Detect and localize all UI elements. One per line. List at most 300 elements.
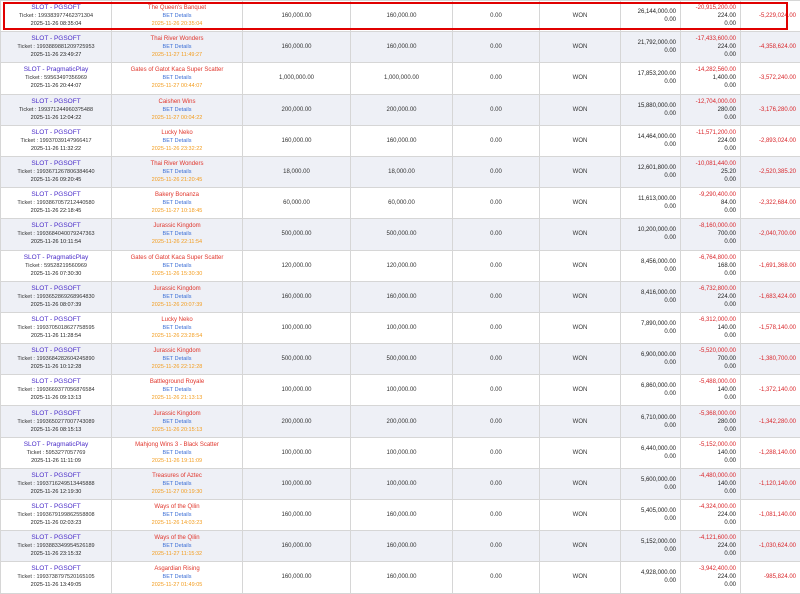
ticket-id: Ticket : 1993684040079247363 bbox=[1, 230, 111, 238]
status: WON bbox=[540, 531, 621, 562]
ticket-id: Ticket : 1993839774623?1304 bbox=[1, 12, 111, 20]
bet-details-link[interactable]: BET Details bbox=[112, 511, 242, 519]
table-row bbox=[1, 468, 800, 499]
ticket-id: Ticket : 1993883349954526189 bbox=[1, 542, 111, 550]
net-cell bbox=[741, 219, 800, 250]
status: WON bbox=[540, 375, 621, 406]
winloss-secondary: 0.00 bbox=[681, 581, 736, 589]
bet-datetime: 2025-11-26 08:15:13 bbox=[1, 426, 111, 434]
status: WON bbox=[540, 219, 621, 250]
game-name: Lucky Neko bbox=[112, 129, 242, 137]
game-name: Jurassic Kingdom bbox=[112, 347, 242, 355]
turnover: 100,000.00 bbox=[351, 468, 453, 499]
win-secondary: 0.00 bbox=[621, 234, 676, 242]
win-cell bbox=[621, 1, 681, 32]
net-cell bbox=[741, 156, 800, 187]
provider-link[interactable]: SLOT - PGSOFT bbox=[1, 285, 111, 293]
win-secondary: 0.00 bbox=[621, 47, 676, 55]
table-row bbox=[1, 344, 800, 375]
bet-datetime: 2025-11-26 09:20:45 bbox=[1, 176, 111, 184]
ticket-id: Ticket : 1993867057212440580 bbox=[1, 199, 111, 207]
bet-datetime: 2025-11-26 10:11:54 bbox=[1, 238, 111, 246]
game-datetime: 2025-11-26 21:13:13 bbox=[112, 394, 242, 402]
turnover: 500,000.00 bbox=[351, 219, 453, 250]
ticket-id: Ticket : 1993669377056876584 bbox=[1, 386, 111, 394]
amount: 0.00 bbox=[453, 500, 540, 531]
game-cell bbox=[112, 281, 243, 312]
winloss-amount: -5,488,000.00 bbox=[681, 378, 736, 386]
win-secondary: 0.00 bbox=[621, 328, 676, 336]
win-amount: 4,928,000.00 bbox=[621, 569, 676, 577]
bet-amount: 100,000.00 bbox=[243, 468, 351, 499]
net-amount: -2,520,385.20 bbox=[741, 168, 796, 176]
bet-details-link[interactable]: BET Details bbox=[112, 480, 242, 488]
amount: 0.00 bbox=[453, 32, 540, 63]
game-datetime: 2025-11-27 11:49:27 bbox=[112, 51, 242, 59]
table-row bbox=[1, 125, 800, 156]
game-datetime: 2025-11-26 15:30:30 bbox=[112, 270, 242, 278]
bet-datetime: 2025-11-26 11:28:54 bbox=[1, 332, 111, 340]
status: WON bbox=[540, 562, 621, 593]
win-secondary: 0.00 bbox=[621, 110, 676, 118]
commission: 224.00 bbox=[681, 511, 736, 519]
commission: 700.00 bbox=[681, 230, 736, 238]
winloss-cell bbox=[681, 250, 741, 281]
game-datetime: 2025-11-27 10:18:45 bbox=[112, 207, 242, 215]
winloss-secondary: 0.00 bbox=[681, 238, 736, 246]
game-cell bbox=[112, 437, 243, 468]
net-cell bbox=[741, 312, 800, 343]
game-cell bbox=[112, 468, 243, 499]
winloss-amount: -5,152,000.00 bbox=[681, 441, 736, 449]
provider-link[interactable]: SLOT - PGSOFT bbox=[1, 378, 111, 386]
winloss-cell bbox=[681, 500, 741, 531]
table-row bbox=[1, 32, 800, 63]
provider-link[interactable]: SLOT - PGSOFT bbox=[1, 410, 111, 418]
winloss-cell bbox=[681, 219, 741, 250]
commission: 140.00 bbox=[681, 480, 736, 488]
table-row bbox=[1, 219, 800, 250]
net-cell bbox=[741, 500, 800, 531]
bet-datetime: 2025-11-26 13:49:05 bbox=[1, 581, 111, 589]
amount: 0.00 bbox=[453, 344, 540, 375]
provider-link[interactable]: SLOT - PGSOFT bbox=[1, 35, 111, 43]
game-name: Thai River Wonders bbox=[112, 35, 242, 43]
table-row bbox=[1, 531, 800, 562]
bet-amount: 500,000.00 bbox=[243, 219, 351, 250]
win-amount: 6,860,000.00 bbox=[621, 382, 676, 390]
winloss-cell bbox=[681, 156, 741, 187]
provider-cell bbox=[1, 250, 112, 281]
bet-details-link[interactable]: BET Details bbox=[112, 43, 242, 51]
winloss-amount: -17,433,600.00 bbox=[681, 35, 736, 43]
commission: 25.20 bbox=[681, 168, 736, 176]
turnover: 100,000.00 bbox=[351, 312, 453, 343]
amount: 0.00 bbox=[453, 219, 540, 250]
provider-link[interactable]: SLOT - PGSOFT bbox=[1, 222, 111, 230]
bet-datetime: 2025-11-26 11:11:09 bbox=[1, 457, 111, 465]
game-datetime: 2025-11-27 00:19:30 bbox=[112, 488, 242, 496]
game-name: Jurassic Kingdom bbox=[112, 410, 242, 418]
net-amount: -1,683,424.00 bbox=[741, 293, 796, 301]
game-cell bbox=[112, 1, 243, 32]
provider-cell bbox=[1, 468, 112, 499]
ticket-id: Ticket : 59532?7057769 bbox=[1, 449, 111, 457]
winloss-secondary: 0.00 bbox=[681, 114, 736, 122]
bet-details-link[interactable]: BET Details bbox=[112, 74, 242, 82]
winloss-amount: -10,081,440.00 bbox=[681, 160, 736, 168]
net-amount: -1,081,140.00 bbox=[741, 511, 796, 519]
bet-details-link[interactable]: BET Details bbox=[112, 449, 242, 457]
ticket-id: Ticket : 1993671267806384640 bbox=[1, 168, 111, 176]
win-secondary: 0.00 bbox=[621, 141, 676, 149]
winloss-cell bbox=[681, 562, 741, 593]
turnover: 160,000.00 bbox=[351, 1, 453, 32]
status: WON bbox=[540, 344, 621, 375]
winloss-cell bbox=[681, 1, 741, 32]
bet-datetime: 2025-11-26 08:07:39 bbox=[1, 301, 111, 309]
table-row bbox=[1, 375, 800, 406]
net-cell bbox=[741, 125, 800, 156]
game-cell bbox=[112, 406, 243, 437]
net-cell bbox=[741, 94, 800, 125]
bet-amount: 160,000.00 bbox=[243, 531, 351, 562]
provider-cell bbox=[1, 344, 112, 375]
bet-amount: 100,000.00 bbox=[243, 437, 351, 468]
provider-link[interactable]: SLOT - PGSOFT bbox=[1, 129, 111, 137]
win-secondary: 0.00 bbox=[621, 78, 676, 86]
game-cell bbox=[112, 500, 243, 531]
net-cell bbox=[741, 32, 800, 63]
win-cell bbox=[621, 312, 681, 343]
game-cell bbox=[112, 156, 243, 187]
status: WON bbox=[540, 500, 621, 531]
provider-cell bbox=[1, 406, 112, 437]
net-cell bbox=[741, 375, 800, 406]
winloss-secondary: 0.00 bbox=[681, 519, 736, 527]
winloss-amount: -9,290,400.00 bbox=[681, 191, 736, 199]
bet-amount: 160,000.00 bbox=[243, 281, 351, 312]
turnover: 60,000.00 bbox=[351, 188, 453, 219]
game-datetime: 2025-11-27 00:44:07 bbox=[112, 82, 242, 90]
win-amount: 10,200,000.00 bbox=[621, 226, 676, 234]
winloss-amount: -6,312,000.00 bbox=[681, 316, 736, 324]
amount: 0.00 bbox=[453, 468, 540, 499]
winloss-cell bbox=[681, 32, 741, 63]
bet-details-link[interactable]: BET Details bbox=[112, 355, 242, 363]
turnover: 160,000.00 bbox=[351, 281, 453, 312]
winloss-cell bbox=[681, 94, 741, 125]
provider-link[interactable]: SLOT - PGSOFT bbox=[1, 191, 111, 199]
bet-amount: 160,000.00 bbox=[243, 500, 351, 531]
game-datetime: 2025-11-26 21:20:45 bbox=[112, 176, 242, 184]
win-cell bbox=[621, 562, 681, 593]
winloss-cell bbox=[681, 281, 741, 312]
game-cell bbox=[112, 188, 243, 219]
winloss-cell bbox=[681, 125, 741, 156]
win-amount: 6,440,000.00 bbox=[621, 445, 676, 453]
net-amount: -5,229,024.00 bbox=[741, 12, 796, 20]
bet-datetime: 2025-11-26 12:04:22 bbox=[1, 114, 111, 122]
winloss-amount: -11,571,200.00 bbox=[681, 129, 736, 137]
winloss-amount: -6,764,800.00 bbox=[681, 254, 736, 262]
winloss-secondary: 0.00 bbox=[681, 426, 736, 434]
commission: 280.00 bbox=[681, 106, 736, 114]
status: WON bbox=[540, 281, 621, 312]
winloss-amount: -4,324,000.00 bbox=[681, 503, 736, 511]
provider-link[interactable]: SLOT - PragmaticPlay bbox=[1, 441, 111, 449]
net-amount: -1,342,280.00 bbox=[741, 418, 796, 426]
turnover: 160,000.00 bbox=[351, 531, 453, 562]
bet-details-link[interactable]: BET Details bbox=[112, 230, 242, 238]
game-cell bbox=[112, 219, 243, 250]
provider-link[interactable]: SLOT - PragmaticPlay bbox=[1, 66, 111, 74]
provider-cell bbox=[1, 500, 112, 531]
win-amount: 21,792,000.00 bbox=[621, 39, 676, 47]
status: WON bbox=[540, 468, 621, 499]
game-name: Mahjong Wins 3 - Black Scatter bbox=[112, 441, 242, 449]
bet-datetime: 2025-11-26 20:44:07 bbox=[1, 82, 111, 90]
provider-link[interactable]: SLOT - PGSOFT bbox=[1, 472, 111, 480]
provider-link[interactable]: SLOT - PGSOFT bbox=[1, 98, 111, 106]
game-name: Jurassic Kingdom bbox=[112, 285, 242, 293]
amount: 0.00 bbox=[453, 156, 540, 187]
commission: 224.00 bbox=[681, 542, 736, 550]
commission: 168.00 bbox=[681, 262, 736, 270]
game-name: Gates of Gatot Kaca Super Scatter bbox=[112, 66, 242, 74]
ticket-id: Ticket : 1993889881209?25953 bbox=[1, 43, 111, 51]
net-amount: -1,372,140.00 bbox=[741, 386, 796, 394]
provider-link[interactable]: SLOT - PGSOFT bbox=[1, 4, 111, 12]
provider-cell bbox=[1, 531, 112, 562]
win-cell bbox=[621, 468, 681, 499]
win-amount: 12,601,800.00 bbox=[621, 164, 676, 172]
commission: 224.00 bbox=[681, 43, 736, 51]
game-cell bbox=[112, 531, 243, 562]
winloss-secondary: 0.00 bbox=[681, 394, 736, 402]
game-cell bbox=[112, 125, 243, 156]
win-amount: 5,405,000.00 bbox=[621, 507, 676, 515]
status: WON bbox=[540, 63, 621, 94]
game-cell bbox=[112, 344, 243, 375]
bet-details-link[interactable]: BET Details bbox=[112, 106, 242, 114]
winloss-secondary: 0.00 bbox=[681, 457, 736, 465]
provider-cell bbox=[1, 375, 112, 406]
net-amount: -2,322,684.00 bbox=[741, 199, 796, 207]
game-datetime: 2025-11-26 14:03:23 bbox=[112, 519, 242, 527]
provider-link[interactable]: SLOT - PragmaticPlay bbox=[1, 254, 111, 262]
win-secondary: 0.00 bbox=[621, 515, 676, 523]
status: WON bbox=[540, 156, 621, 187]
game-cell bbox=[112, 562, 243, 593]
win-secondary: 0.00 bbox=[621, 172, 676, 180]
provider-link[interactable]: SLOT - PGSOFT bbox=[1, 316, 111, 324]
amount: 0.00 bbox=[453, 250, 540, 281]
provider-cell bbox=[1, 437, 112, 468]
net-amount: -4,358,624.00 bbox=[741, 43, 796, 51]
amount: 0.00 bbox=[453, 125, 540, 156]
game-name: Thai River Wonders bbox=[112, 160, 242, 168]
commission: 224.00 bbox=[681, 293, 736, 301]
bet-amount: 100,000.00 bbox=[243, 312, 351, 343]
bet-amount: 18,000.00 bbox=[243, 156, 351, 187]
winloss-amount: -3,942,400.00 bbox=[681, 565, 736, 573]
game-datetime: 2025-11-27 01:49:05 bbox=[112, 581, 242, 589]
table-row bbox=[1, 281, 800, 312]
ticket-id: Ticket : 1993652869268964830 bbox=[1, 293, 111, 301]
amount: 0.00 bbox=[453, 406, 540, 437]
table-row bbox=[1, 156, 800, 187]
commission: 140.00 bbox=[681, 449, 736, 457]
bet-datetime: 2025-11-26 11:32:22 bbox=[1, 145, 111, 153]
amount: 0.00 bbox=[453, 1, 540, 32]
status: WON bbox=[540, 188, 621, 219]
status: WON bbox=[540, 437, 621, 468]
table-row bbox=[1, 437, 800, 468]
bet-details-link[interactable]: BET Details bbox=[112, 542, 242, 550]
turnover: 500,000.00 bbox=[351, 344, 453, 375]
winloss-secondary: 0.00 bbox=[681, 301, 736, 309]
win-amount: 5,152,000.00 bbox=[621, 538, 676, 546]
ticket-id: Ticket : 1993684282604245890 bbox=[1, 355, 111, 363]
bet-amount: 160,000.00 bbox=[243, 562, 351, 593]
net-amount: -1,030,624.00 bbox=[741, 542, 796, 550]
amount: 0.00 bbox=[453, 63, 540, 94]
game-cell bbox=[112, 250, 243, 281]
turnover: 160,000.00 bbox=[351, 562, 453, 593]
bet-details-link[interactable]: BET Details bbox=[112, 573, 242, 581]
winloss-amount: -8,160,000.00 bbox=[681, 222, 736, 230]
game-cell bbox=[112, 63, 243, 94]
game-datetime: 2025-11-26 22:11:54 bbox=[112, 238, 242, 246]
net-cell bbox=[741, 406, 800, 437]
win-cell bbox=[621, 375, 681, 406]
winloss-cell bbox=[681, 437, 741, 468]
table-row bbox=[1, 500, 800, 531]
table-row bbox=[1, 406, 800, 437]
win-secondary: 0.00 bbox=[621, 390, 676, 398]
amount: 0.00 bbox=[453, 375, 540, 406]
status: WON bbox=[540, 312, 621, 343]
provider-cell bbox=[1, 94, 112, 125]
win-amount: 6,900,000.00 bbox=[621, 351, 676, 359]
net-cell bbox=[741, 531, 800, 562]
provider-link[interactable]: SLOT - PGSOFT bbox=[1, 347, 111, 355]
bet-datetime: 2025-11-26 07:30:30 bbox=[1, 270, 111, 278]
game-cell bbox=[112, 312, 243, 343]
net-amount: -1,380,700.00 bbox=[741, 355, 796, 363]
net-amount: -3,572,240.00 bbox=[741, 74, 796, 82]
bet-amount: 200,000.00 bbox=[243, 406, 351, 437]
win-secondary: 0.00 bbox=[621, 546, 676, 554]
game-datetime: 2025-11-26 23:28:54 bbox=[112, 332, 242, 340]
table-row bbox=[1, 1, 800, 32]
win-amount: 26,144,000.00 bbox=[621, 8, 676, 16]
provider-cell bbox=[1, 156, 112, 187]
win-secondary: 0.00 bbox=[621, 297, 676, 305]
net-cell bbox=[741, 281, 800, 312]
amount: 0.00 bbox=[453, 188, 540, 219]
bet-details-link[interactable]: BET Details bbox=[112, 137, 242, 145]
bet-amount: 500,000.00 bbox=[243, 344, 351, 375]
net-amount: -1,288,140.00 bbox=[741, 449, 796, 457]
winloss-secondary: 0.00 bbox=[681, 363, 736, 371]
bet-details-link[interactable]: BET Details bbox=[112, 418, 242, 426]
ticket-id: Ticket : 1993712449603?5488 bbox=[1, 106, 111, 114]
provider-link[interactable]: SLOT - PGSOFT bbox=[1, 503, 111, 511]
net-amount: -985,824.00 bbox=[741, 573, 796, 581]
status: WON bbox=[540, 125, 621, 156]
commission: 224.00 bbox=[681, 573, 736, 581]
winloss-secondary: 0.00 bbox=[681, 145, 736, 153]
amount: 0.00 bbox=[453, 531, 540, 562]
provider-link[interactable]: SLOT - PGSOFT bbox=[1, 534, 111, 542]
net-amount: -2,893,024.00 bbox=[741, 137, 796, 145]
bet-details-link[interactable]: BET Details bbox=[112, 199, 242, 207]
winloss-secondary: 0.00 bbox=[681, 488, 736, 496]
bet-details-link[interactable]: BET Details bbox=[112, 293, 242, 301]
win-secondary: 0.00 bbox=[621, 422, 676, 430]
game-name: Caishen Wins bbox=[112, 98, 242, 106]
win-amount: 11,613,000.00 bbox=[621, 195, 676, 203]
commission: 1,400.00 bbox=[681, 74, 736, 82]
provider-cell bbox=[1, 63, 112, 94]
win-cell bbox=[621, 32, 681, 63]
bet-details-link[interactable]: BET Details bbox=[112, 324, 242, 332]
bet-details-link[interactable]: BET Details bbox=[112, 12, 242, 20]
win-amount: 7,890,000.00 bbox=[621, 320, 676, 328]
turnover: 160,000.00 bbox=[351, 32, 453, 63]
win-cell bbox=[621, 94, 681, 125]
bet-amount: 1,000,000.00 bbox=[243, 63, 351, 94]
winloss-secondary: 0.00 bbox=[681, 550, 736, 558]
bet-amount: 100,000.00 bbox=[243, 375, 351, 406]
table-row bbox=[1, 94, 800, 125]
bet-amount: 160,000.00 bbox=[243, 32, 351, 63]
game-name: Battleground Royale bbox=[112, 378, 242, 386]
win-amount: 8,456,000.00 bbox=[621, 258, 676, 266]
winloss-secondary: 0.00 bbox=[681, 332, 736, 340]
provider-cell bbox=[1, 281, 112, 312]
winloss-secondary: 0.00 bbox=[681, 20, 736, 28]
game-datetime: 2025-11-26 22:12:28 bbox=[112, 363, 242, 371]
bet-amount: 120,000.00 bbox=[243, 250, 351, 281]
game-name: Gates of Gatot Kaca Super Scatter bbox=[112, 254, 242, 262]
net-cell bbox=[741, 562, 800, 593]
win-cell bbox=[621, 344, 681, 375]
commission: 700.00 bbox=[681, 355, 736, 363]
win-amount: 14,464,000.00 bbox=[621, 133, 676, 141]
turnover: 200,000.00 bbox=[351, 94, 453, 125]
game-name: Ways of the Qilin bbox=[112, 534, 242, 542]
win-cell bbox=[621, 125, 681, 156]
bet-details-link[interactable]: BET Details bbox=[112, 262, 242, 270]
bet-details-link[interactable]: BET Details bbox=[112, 386, 242, 394]
net-amount: -1,120,140.00 bbox=[741, 480, 796, 488]
turnover: 200,000.00 bbox=[351, 406, 453, 437]
winloss-secondary: 0.00 bbox=[681, 207, 736, 215]
net-cell bbox=[741, 437, 800, 468]
bet-amount: 200,000.00 bbox=[243, 94, 351, 125]
win-cell bbox=[621, 250, 681, 281]
provider-cell bbox=[1, 125, 112, 156]
winloss-secondary: 0.00 bbox=[681, 51, 736, 59]
net-cell bbox=[741, 63, 800, 94]
provider-link[interactable]: SLOT - PGSOFT bbox=[1, 160, 111, 168]
bet-details-link[interactable]: BET Details bbox=[112, 168, 242, 176]
table-row bbox=[1, 250, 800, 281]
provider-link[interactable]: SLOT - PGSOFT bbox=[1, 565, 111, 573]
